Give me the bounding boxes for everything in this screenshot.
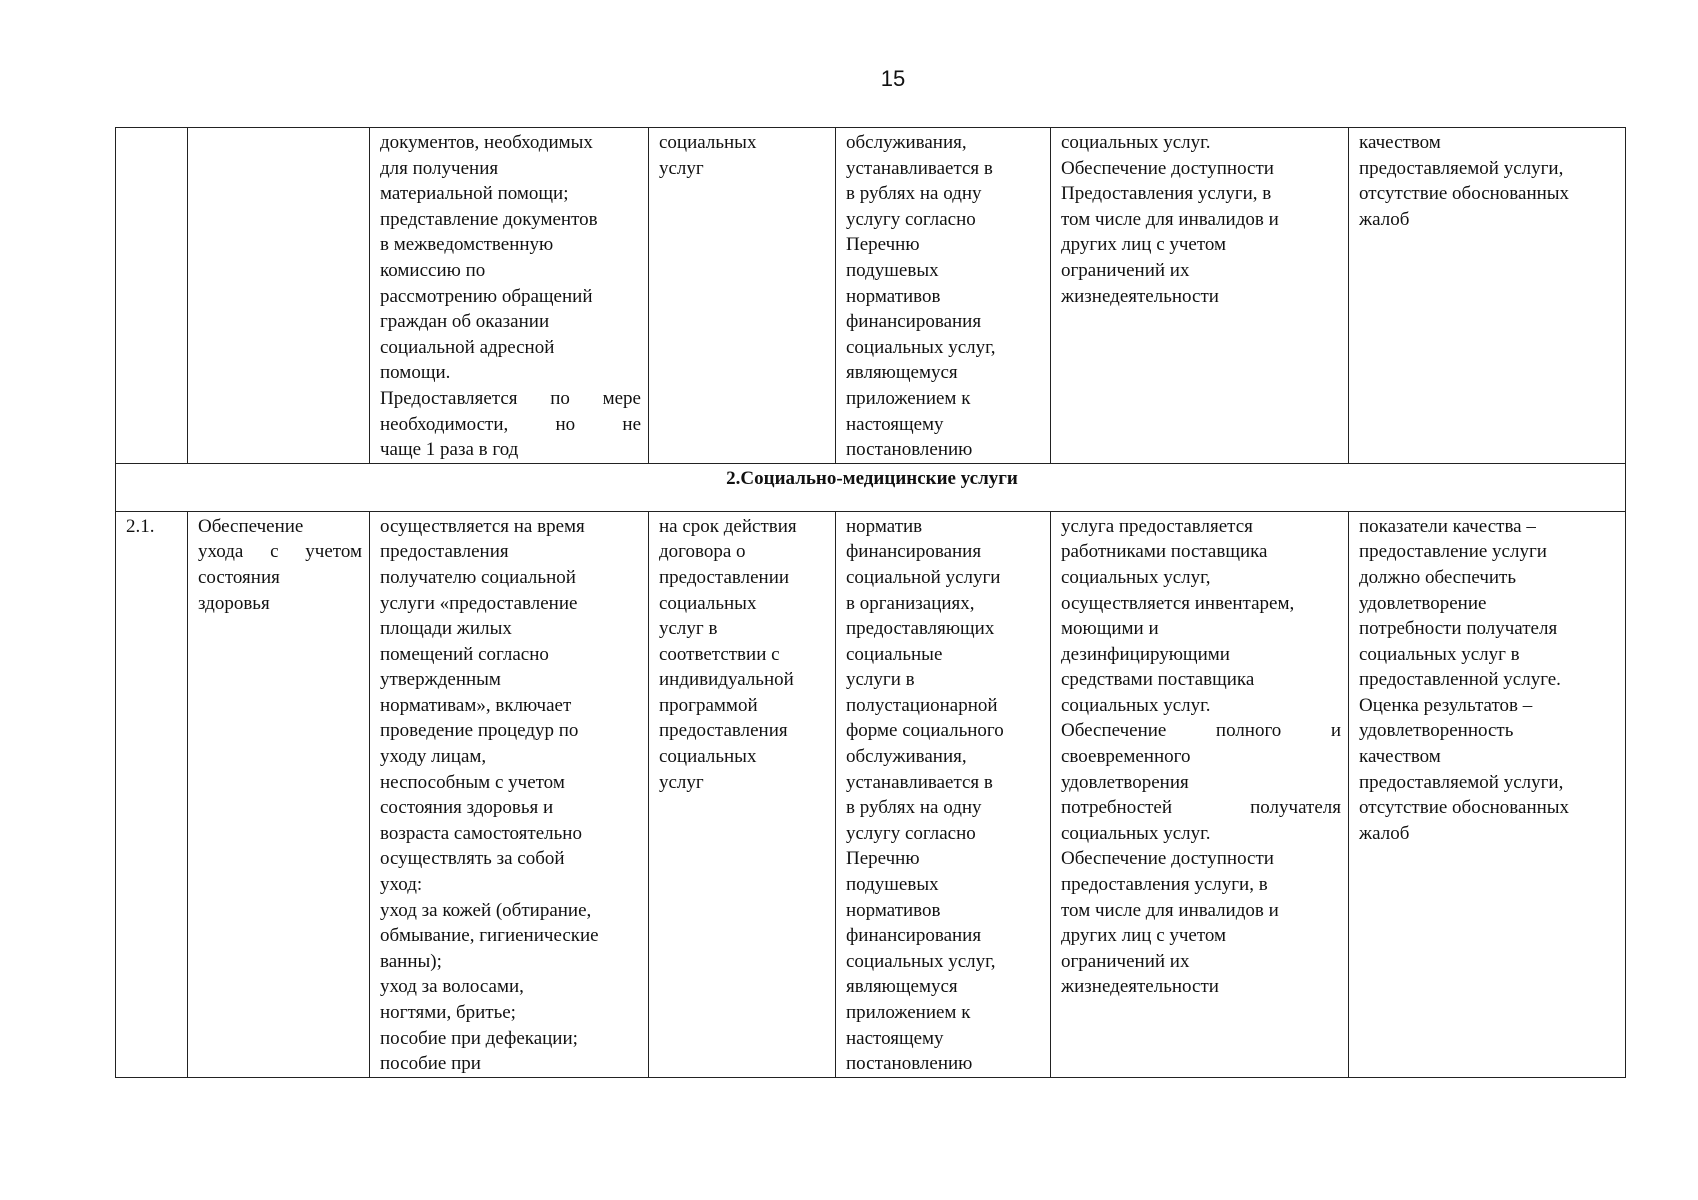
cell-line: удовлетворенность: [1359, 720, 1514, 742]
cell-line: финансирования: [846, 541, 982, 563]
cell-line: полустационарной: [846, 694, 998, 716]
cell-line: услуг: [659, 771, 704, 793]
cell-line: являющемуся: [846, 362, 958, 384]
page-number: 15: [880, 66, 906, 91]
cell-line: предоставляемой услуги,: [1359, 157, 1564, 179]
cell-line: социальной услуги: [846, 566, 1001, 588]
cell-line: уходу лицам,: [380, 746, 487, 768]
cell-line: дезинфицирующими: [1061, 643, 1230, 665]
cell-line: удовлетворения: [1061, 771, 1189, 793]
cell-line: приложением к: [846, 387, 971, 409]
cell-line: том числе для инвалидов и: [1061, 208, 1279, 230]
cell-line: услугу согласно: [846, 208, 976, 230]
cell-line: чаще 1 раза в год: [380, 439, 519, 461]
cell-line: ванны);: [380, 950, 442, 972]
cell-line: неспособным с учетом: [380, 771, 565, 793]
cell-line: жизнедеятельности: [1061, 285, 1219, 307]
cell-line: услуги «предоставление: [380, 592, 578, 614]
cell-line: утвержденным: [380, 669, 501, 691]
cell-line: социальных: [659, 132, 757, 153]
cell-line: Предоставления услуги, в: [1061, 183, 1272, 205]
cell-line: уход за волосами,: [380, 976, 524, 998]
cell-line: являющемуся: [846, 976, 958, 998]
cell-line: представление документов: [380, 208, 598, 230]
cell-line: должно обеспечить: [1359, 566, 1517, 588]
cell-line: социальных: [659, 592, 757, 614]
cell-line: предоставленной услуге.: [1359, 669, 1561, 691]
cell-line: социальных услуг в: [1359, 643, 1520, 665]
cell-line: пособие при: [380, 1053, 481, 1075]
cell-line: договора о: [659, 541, 746, 563]
cell-line: ограничений их: [1061, 259, 1190, 281]
cell-line: здоровья: [198, 592, 270, 614]
cell-line: отсутствие обоснованных: [1359, 183, 1570, 205]
cell-line: соответствии с: [659, 643, 780, 665]
cell-number: 2.1.: [116, 511, 188, 1077]
cell-line: для получения: [380, 157, 499, 179]
cell-line: отсутствие обоснованных: [1359, 797, 1570, 819]
cell-line: получателю социальной: [380, 566, 576, 588]
cell-line: площади жилых: [380, 618, 512, 640]
cell-line: жалоб: [1359, 208, 1410, 230]
cell-line: постановлению: [846, 439, 973, 461]
cell-line: ногтями, бритье;: [380, 1002, 516, 1023]
cell-norm: [836, 511, 1051, 1077]
cell-number: [116, 128, 188, 464]
cell-line: индивидуальной: [659, 669, 794, 691]
cell-term: [649, 511, 836, 1077]
cell-line: подушевых: [846, 259, 939, 281]
cell-line: форме социального: [846, 720, 1004, 742]
cell-line: социальных услуг,: [1061, 566, 1211, 588]
cell-line: Перечню: [846, 234, 920, 256]
cell-line: норматив: [846, 515, 923, 537]
cell-service-name: [188, 128, 370, 464]
cell-line: работниками поставщика: [1061, 541, 1268, 563]
cell-line: программой: [659, 694, 758, 716]
cell-conditions: [1051, 128, 1349, 464]
table-row-continued: [116, 128, 1626, 464]
cell-line: предоставления: [659, 720, 788, 742]
cell-line: в рублях на одну: [846, 797, 982, 819]
cell-line: настоящему: [846, 1027, 944, 1049]
cell-line: других лиц с учетом: [1061, 234, 1227, 256]
section-title: 2.Социально-медицинские услуги: [116, 463, 1626, 511]
cell-line: обмывание, гигиенические: [380, 925, 599, 947]
cell-line: Обеспечение: [198, 515, 304, 537]
cell-description: [370, 511, 649, 1077]
cell-line: жизнедеятельности: [1061, 976, 1219, 998]
cell-line: социальных услуг,: [846, 336, 996, 358]
cell-line: услуг: [659, 157, 704, 179]
services-table: [115, 127, 1626, 1078]
cell-line: том числе для инвалидов и: [1061, 899, 1279, 921]
cell-line: Обеспечение доступности: [1061, 157, 1274, 179]
cell-line: в рублях на одну: [846, 183, 982, 205]
cell-line: потребности получателя: [1359, 618, 1558, 640]
cell-line: нормативов: [846, 899, 941, 921]
cell-line: Предоставляется по мере: [380, 387, 641, 409]
cell-line: социальные: [846, 643, 943, 665]
cell-line: Перечню: [846, 848, 920, 870]
cell-line: приложением к: [846, 1002, 971, 1023]
cell-line: осуществляется инвентарем,: [1061, 592, 1295, 614]
cell-line: осуществлять за собой: [380, 848, 565, 870]
cell-line: социальных: [659, 746, 757, 768]
cell-line: предоставляемой услуги,: [1359, 771, 1564, 793]
cell-line: нормативов: [846, 285, 941, 307]
cell-line: ограничений их: [1061, 950, 1190, 972]
cell-line: в организациях,: [846, 592, 975, 614]
cell-line: услуг в: [659, 618, 718, 640]
cell-line: возраста самостоятельно: [380, 822, 582, 844]
cell-line: услуги в: [846, 669, 915, 691]
table-row-2-1: [116, 511, 1626, 1077]
cell-line: нормативам», включает: [380, 694, 572, 716]
cell-line: Оценка результатов –: [1359, 694, 1533, 716]
cell-line: услугу согласно: [846, 822, 976, 844]
cell-line: услуга предоставляется: [1061, 515, 1253, 537]
cell-line: социальных услуг.: [1061, 694, 1211, 716]
cell-line: уход за кожей (обтирание,: [380, 899, 592, 921]
cell-line: осуществляется на время: [380, 515, 585, 537]
cell-service-name: [188, 511, 370, 1077]
cell-line: потребностей получателя: [1061, 797, 1341, 819]
cell-line: обслуживания,: [846, 132, 967, 153]
cell-line: ухода с учетом: [198, 541, 362, 563]
cell-line: жалоб: [1359, 822, 1410, 844]
cell-line: материальной помощи;: [380, 183, 569, 205]
cell-line: Обеспечение доступности: [1061, 848, 1274, 870]
cell-line: средствами поставщика: [1061, 669, 1255, 691]
cell-term: [649, 128, 836, 464]
cell-line: предоставление услуги: [1359, 541, 1547, 563]
cell-line: предоставления: [380, 541, 509, 563]
cell-line: Обеспечение полного и: [1061, 720, 1341, 742]
cell-line: других лиц с учетом: [1061, 925, 1227, 947]
cell-line: необходимости, но не: [380, 413, 641, 435]
cell-line: помощи.: [380, 362, 451, 384]
cell-line: устанавливается в: [846, 157, 993, 179]
cell-description: [370, 128, 649, 464]
cell-line: моющими и: [1061, 618, 1159, 640]
cell-line: комиссию по: [380, 259, 486, 281]
cell-line: в межведомственную: [380, 234, 554, 256]
cell-line: финансирования: [846, 925, 982, 947]
section-row: [116, 463, 1626, 511]
cell-line: состояния: [198, 566, 280, 588]
cell-line: рассмотрению обращений: [380, 285, 593, 307]
cell-line: предоставления услуги, в: [1061, 874, 1268, 896]
cell-line: устанавливается в: [846, 771, 993, 793]
cell-line: предоставлении: [659, 566, 790, 588]
cell-line: социальной адресной: [380, 336, 555, 358]
cell-norm: [836, 128, 1051, 464]
cell-line: состояния здоровья и: [380, 797, 554, 819]
cell-line: пособие при дефекации;: [380, 1027, 578, 1049]
cell-line: финансирования: [846, 311, 982, 333]
cell-line: качеством: [1359, 746, 1441, 768]
cell-line: на срок действия: [659, 515, 797, 537]
cell-line: помещений согласно: [380, 643, 549, 665]
cell-line: граждан об оказании: [380, 311, 550, 333]
cell-line: показатели качества –: [1359, 515, 1536, 537]
cell-line: предоставляющих: [846, 618, 995, 640]
cell-line: обслуживания,: [846, 746, 967, 768]
cell-line: социальных услуг.: [1061, 822, 1211, 844]
cell-line: социальных услуг.: [1061, 132, 1211, 153]
cell-line: постановлению: [846, 1053, 973, 1075]
cell-quality: [1349, 128, 1626, 464]
cell-line: документов, необходимых: [380, 132, 593, 153]
cell-line: социальных услуг,: [846, 950, 996, 972]
cell-line: настоящему: [846, 413, 944, 435]
cell-conditions: [1051, 511, 1349, 1077]
cell-line: подушевых: [846, 874, 939, 896]
cell-quality: [1349, 511, 1626, 1077]
cell-line: своевременного: [1061, 746, 1191, 768]
cell-line: удовлетворение: [1359, 592, 1487, 614]
cell-line: качеством: [1359, 132, 1441, 153]
cell-line: проведение процедур по: [380, 720, 579, 742]
cell-line: уход:: [380, 874, 423, 896]
